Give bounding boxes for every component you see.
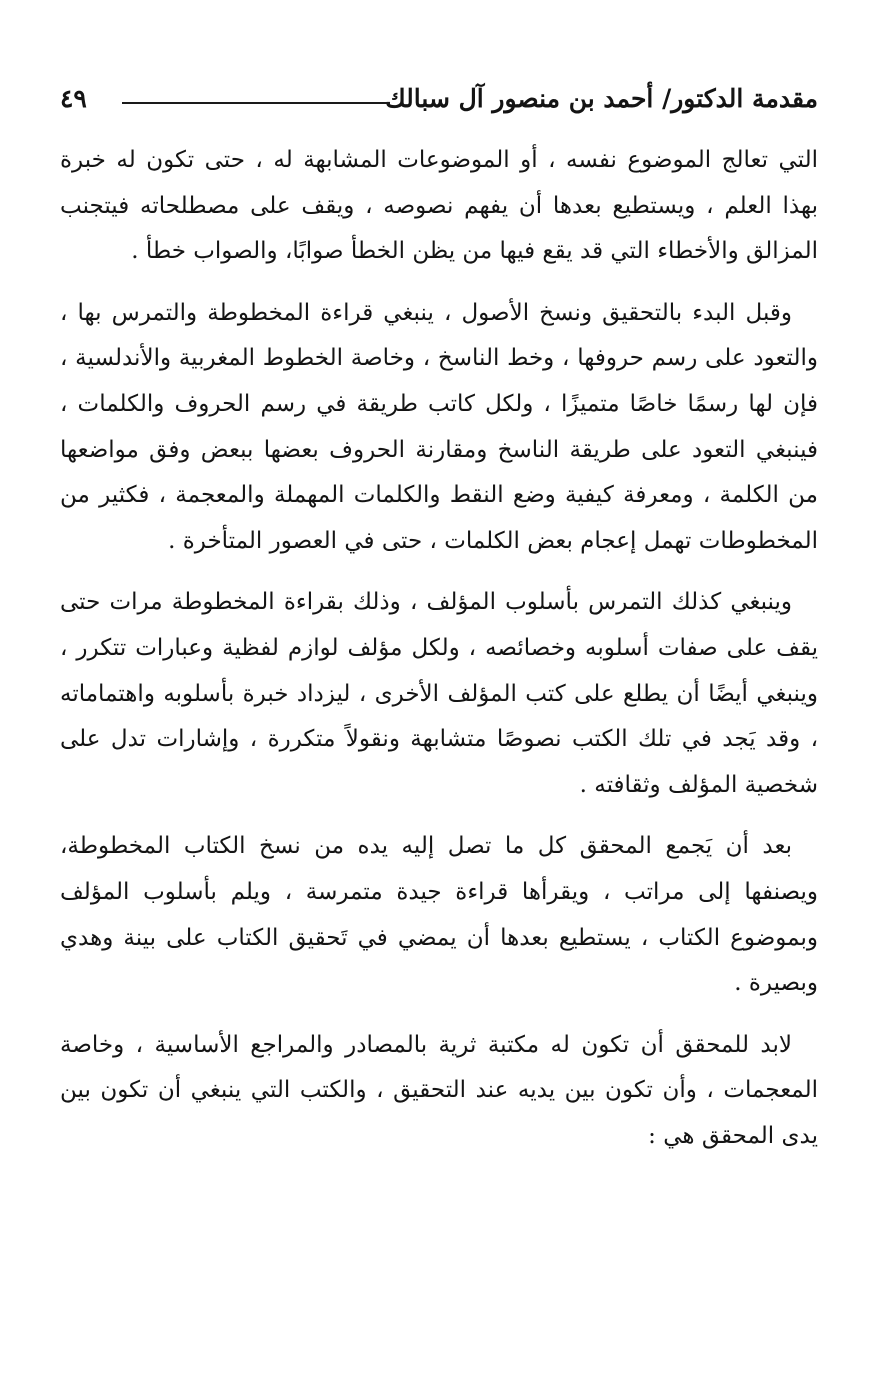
header-title: مقدمة الدكتور/ أحمد بن منصور آل سبالك [385, 84, 818, 113]
body-text [60, 138, 818, 1159]
book-page [60, 78, 818, 1175]
header-rule [122, 102, 390, 104]
paragraph: لابد للمحقق أن تكون له مكتبة ثرية بالمصادر والمراجع الأساسية ، وخاصة المعجمات ، وأن تكون بين يديه عند التحقيق ، والكتب التي ينبغي أن تكون بين يدى المحقق هي : [60, 1031, 818, 1149]
paragraph: بعد أن يَجمع المحقق كل ما تصل إليه يده من نسخ الكتاب المخطوطة، ويصنفها إلى مراتب ، ويقرأها قراءة جيدة متمرسة ، ويلم بأسلوب المؤلف وبموضوع الكتاب ، يستطيع بعدها أن يمضي في تَحقيق الكتاب على بينة وهدي وبصيرة . [60, 833, 818, 997]
page-number: ٤٩ [60, 84, 87, 113]
paragraph: وقبل البدء بالتحقيق ونسخ الأصول ، ينبغي قراءة المخطوطة والتمرس بها ، والتعود على رسم حروفها ، وخط الناسخ ، وخاصة الخطوط المغربية والأندلسية ، فإن لها رسمًا خاصًا متميزًا ، ولكل كاتب طريقة في رسم الحروف والكلمات ، فينبغي التعود على طريقة الناسخ ومقارنة الحروف بعضها ببعض وفق مواضعها من الكلمة ، ومعرفة كيفية وضع النقط والكلمات المهملة والمعجمة ، فكثير من المخطوطات تهمل إعجام بعض الكلمات ، حتى في العصور المتأخرة . [60, 299, 818, 554]
running-header [60, 78, 818, 120]
paragraph: وينبغي كذلك التمرس بأسلوب المؤلف ، وذلك بقراءة المخطوطة مرات حتى يقف على صفات أسلوبه وخصائصه ، ولكل مؤلف لوازم لفظية وعبارات تتكرر ، وينبغي أيضًا أن يطلع على كتب المؤلف الأخرى ، ليزداد خبرة بأسلوبه واهتماماته ، وقد يَجد في تلك الكتب نصوصًا متشابهة ونقولاً متكررة ، وإشارات تدل على شخصية المؤلف وثقافته . [60, 589, 819, 798]
paragraph: التي تعالج الموضوع نفسه ، أو الموضوعات المشابهة له ، حتى تكون له خبرة بهذا العلم ، ويستطيع بعدها أن يفهم نصوصه ، ويقف على مصطلحاته فيتجنب المزالق والأخطاء التي قد يقع فيها من يظن الخطأ صوابًا، والصواب خطأ . [60, 147, 818, 265]
